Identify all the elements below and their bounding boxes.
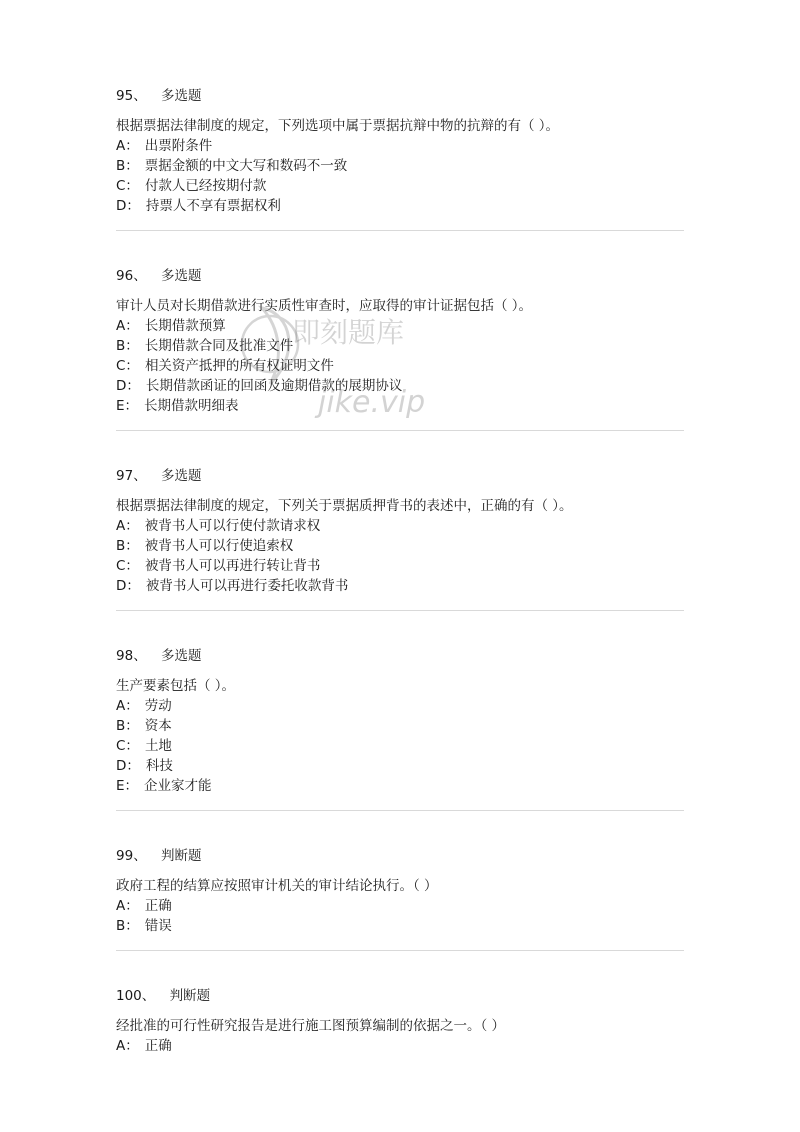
option-a: A： 被背书人可以行使付款请求权: [116, 518, 321, 534]
question-type: 多选题: [160, 268, 202, 284]
question-header: [116, 986, 684, 1006]
divider: [116, 230, 684, 231]
question-header: [116, 466, 684, 486]
option-c: C： 被背书人可以再进行转让背书: [116, 558, 321, 574]
question-number: 99、: [116, 848, 147, 864]
option-b: B： 资本: [116, 718, 172, 734]
question-stem: 根据票据法律制度的规定，下列关于票据质押背书的表述中，正确的有（ ）。: [116, 498, 573, 514]
question-header: [116, 266, 684, 286]
question-number: 97、: [116, 468, 147, 484]
watermark-cn: 即刻题库: [292, 316, 405, 349]
question-97: [116, 466, 684, 596]
question-type: 多选题: [160, 468, 202, 484]
question-stem: 审计人员对长期借款进行实质性审查时，应取得的审计证据包括（ ）。: [116, 298, 533, 314]
option-a: A： 正确: [116, 1038, 172, 1054]
question-number: 95、: [116, 88, 147, 104]
question-type: 多选题: [160, 648, 202, 664]
option-c: C： 相关资产抵押的所有权证明文件: [116, 358, 334, 374]
divider: [116, 430, 684, 431]
option-b: B： 错误: [116, 918, 172, 934]
question-98: [116, 646, 684, 796]
option-d: D： 长期借款函证的回函及逾期借款的展期协议: [116, 378, 403, 394]
question-99: [116, 846, 684, 936]
option-a: A： 出票附条件: [116, 138, 213, 154]
question-number: 100、: [116, 988, 156, 1004]
option-b: B： 被背书人可以行使追索权: [116, 538, 294, 554]
question-number: 96、: [116, 268, 147, 284]
question-stem: 根据票据法律制度的规定，下列选项中属于票据抗辩中物的抗辩的有（ ）。: [116, 118, 560, 134]
question-95: [116, 86, 684, 216]
option-c: C： 付款人已经按期付款: [116, 178, 267, 194]
divider: [116, 950, 684, 951]
question-stem: 政府工程的结算应按照审计机关的审计结论执行。（ ）: [116, 878, 438, 894]
option-d: D： 持票人不享有票据权利: [116, 198, 281, 214]
option-a: A： 正确: [116, 898, 172, 914]
question-number: 98、: [116, 648, 147, 664]
question-header: [116, 646, 684, 666]
question-100: [116, 986, 684, 1056]
option-e: E： 长期借款明细表: [116, 398, 239, 414]
option-a: A： 长期借款预算: [116, 318, 226, 334]
question-stem: 生产要素包括（ ）。: [116, 678, 236, 694]
option-d: D： 科技: [116, 758, 173, 774]
option-b: B： 票据金额的中文大写和数码不一致: [116, 158, 348, 174]
question-stem: 经批准的可行性研究报告是进行施工图预算编制的依据之一。（ ）: [116, 1018, 506, 1034]
question-96: [116, 266, 684, 416]
question-header: [116, 846, 684, 866]
option-b: B： 长期借款合同及批准文件: [116, 338, 294, 354]
option-a: A： 劳动: [116, 698, 172, 714]
option-e: E： 企业家才能: [116, 778, 212, 794]
watermark-url: jike.vip: [318, 385, 426, 420]
option-c: C： 土地: [116, 738, 172, 754]
option-d: D： 被背书人可以再进行委托收款背书: [116, 578, 349, 594]
question-type: 判断题: [169, 988, 211, 1004]
question-type: 多选题: [160, 88, 202, 104]
question-type: 判断题: [160, 848, 202, 864]
question-header: [116, 86, 684, 106]
divider: [116, 610, 684, 611]
divider: [116, 810, 684, 811]
